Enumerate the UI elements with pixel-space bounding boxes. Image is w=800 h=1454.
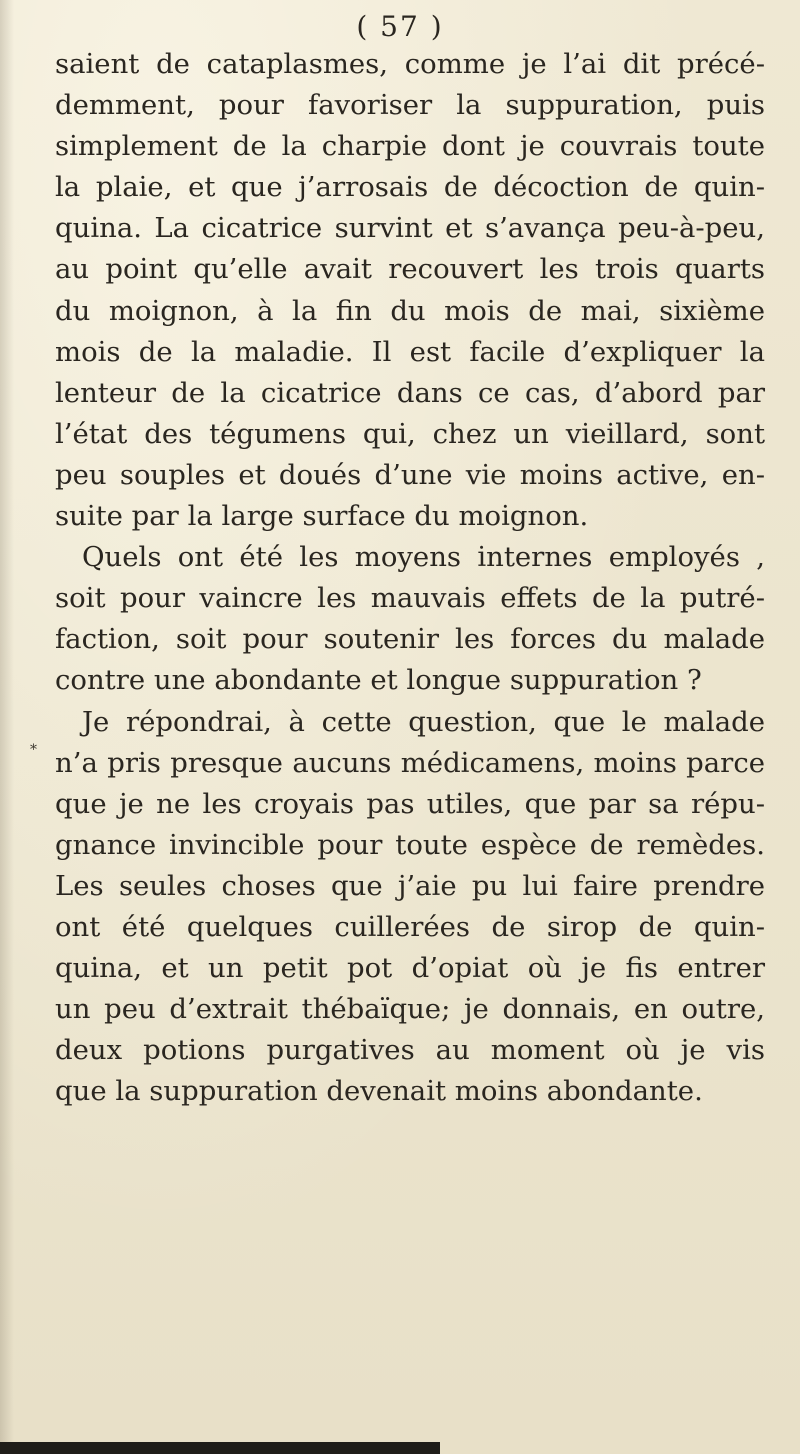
text-line: contre une abondante et longue suppuration ? <box>55 664 702 697</box>
paragraph <box>55 537 765 701</box>
text-line: Quels ont été les moyens internes employés , <box>82 541 765 574</box>
text-line: quina. La cicatrice survint et s’avança peu-à-peu, <box>55 212 765 245</box>
text-line: soit pour vaincre les mauvais effets de la putré- <box>55 582 765 615</box>
text-line: du moignon, à la fin du mois de mai, sixième <box>55 294 765 327</box>
text-line: deux potions purgatives au moment où je vis <box>55 1034 765 1067</box>
text-line: un peu d’extrait thébaïque; je donnais, en outre, <box>55 993 765 1026</box>
text-line: lenteur de la cicatrice dans ce cas, d’abord par <box>55 376 765 409</box>
text-line: Les seules choses que j’aie pu lui faire prendre <box>55 869 765 902</box>
text-line: ont été quelques cuillerées de sirop de quin- <box>55 910 765 943</box>
page-number: ( 57 ) <box>356 10 444 43</box>
text-line: que je ne les croyais pas utiles, que par sa répu- <box>55 787 765 820</box>
text-line: au point qu’elle avait recouvert les trois quarts <box>55 253 765 286</box>
text-line: saient de cataplasmes, comme je l’ai dit précé- <box>55 48 765 80</box>
text-line: gnance invincible pour toute espèce de remèdes. <box>55 828 765 861</box>
text-line: suite par la large surface du moignon. <box>55 500 589 533</box>
body-text <box>55 44 765 1112</box>
margin-mark: * <box>30 742 37 758</box>
text-line: Je répondrai, à cette question, que le malade <box>82 705 765 738</box>
text-line: quina, et un petit pot d’opiat où je fis entrer <box>55 952 765 985</box>
paragraph <box>55 702 765 1113</box>
text-line: peu souples et doués d’une vie moins active, en- <box>55 458 765 491</box>
text-line: la plaie, et que j’arrosais de décoction de quin- <box>55 171 765 204</box>
text-line: demment, pour favoriser la suppuration, puis <box>55 89 765 122</box>
page-gutter-shadow <box>0 0 14 1454</box>
text-line: que la suppuration devenait moins abondante. <box>55 1075 703 1108</box>
text-line: faction, soit pour soutenir les forces du malade <box>55 623 765 656</box>
bottom-edge-bar <box>0 1442 440 1454</box>
text-line: simplement de la charpie dont je couvrais toute <box>55 130 765 163</box>
paragraph <box>55 44 765 537</box>
text-line: mois de la maladie. Il est facile d’expliquer la <box>55 335 765 368</box>
text-line: l’état des tégumens qui, chez un vieillard, sont <box>55 417 765 450</box>
text-line: n’a pris presque aucuns médicamens, moins parce <box>55 746 765 779</box>
